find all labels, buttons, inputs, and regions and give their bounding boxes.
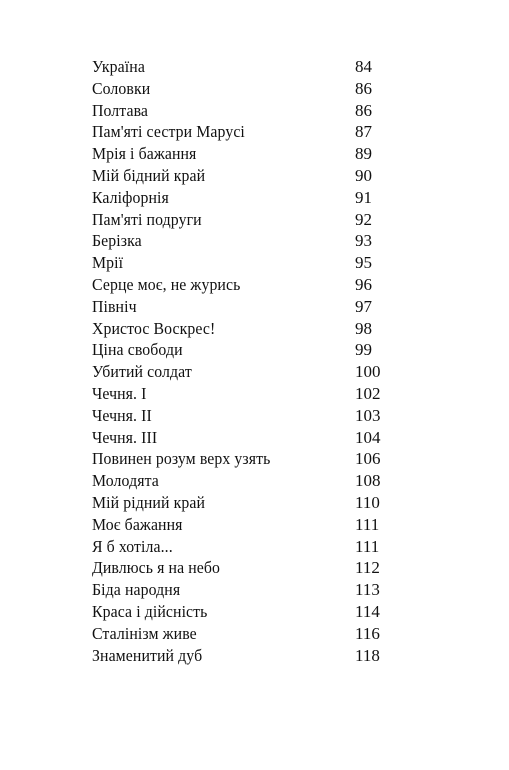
toc-entry xyxy=(92,274,392,296)
toc-entry-title: Убитий солдат xyxy=(92,362,192,382)
toc-entry-page-number: 84 xyxy=(355,57,372,76)
toc-entry-page-number: 108 xyxy=(355,471,381,491)
toc-entry-page-number: 97 xyxy=(355,296,372,316)
toc-entry xyxy=(92,296,392,318)
toc-entry xyxy=(92,623,392,645)
toc-entry-page-number: 89 xyxy=(355,144,372,164)
toc-entry-title: Серце моє, не журись xyxy=(92,274,241,294)
toc-entry xyxy=(92,209,392,231)
toc-entry-title: Христос Воскрес! xyxy=(92,318,216,338)
toc-entry-title: Знаменитий дуб xyxy=(92,645,203,665)
toc-entry-page-number: 118 xyxy=(355,645,380,665)
toc-entry xyxy=(92,448,392,470)
toc-entry-page-number: 116 xyxy=(355,623,380,643)
toc-entry-page-number: 112 xyxy=(355,558,380,578)
toc-entry-page-number: 100 xyxy=(355,362,381,382)
toc-entry-page-number: 103 xyxy=(355,405,381,425)
toc-entry-page-number: 99 xyxy=(355,340,372,360)
toc-entry xyxy=(92,361,392,383)
toc-entry-page-number: 111 xyxy=(355,514,380,534)
toc-entry-title: Біда народня xyxy=(92,580,181,600)
toc-entry-title: Молодята xyxy=(92,471,159,491)
toc-entry-title: Україна xyxy=(92,57,145,76)
toc-entry xyxy=(92,405,392,427)
toc-entry-page-number: 98 xyxy=(355,318,372,338)
toc-entry-page-number: 110 xyxy=(355,492,380,512)
toc-entry xyxy=(92,514,392,536)
toc-entry xyxy=(92,187,392,209)
toc-entry-title: Каліфорнія xyxy=(92,187,169,207)
toc-entry xyxy=(92,143,392,165)
toc-entry-page-number: 111 xyxy=(355,536,380,556)
toc-entry-page-number: 96 xyxy=(355,274,372,294)
toc-entry-title: Краса і дійсність xyxy=(92,601,208,621)
table-of-contents xyxy=(92,56,392,666)
toc-entry-title: Берізка xyxy=(92,231,142,251)
toc-entry xyxy=(92,383,392,405)
toc-entry-title: Моє бажання xyxy=(92,514,183,534)
toc-entry-title: Пам'яті сестри Марусі xyxy=(92,122,245,142)
toc-entry-title: Сталінізм живе xyxy=(92,623,197,643)
toc-entry-page-number: 90 xyxy=(355,165,372,185)
toc-entry-title: Мій бідний край xyxy=(92,165,206,185)
toc-entry-page-number: 93 xyxy=(355,231,372,251)
toc-entry-title: Північ xyxy=(92,296,137,316)
toc-entry-title: Повинен розум верх узять xyxy=(92,449,271,469)
toc-entry-page-number: 87 xyxy=(355,122,372,142)
toc-entry-title: Я б хотіла... xyxy=(92,536,173,556)
toc-entry-page-number: 91 xyxy=(355,187,372,207)
toc-entry xyxy=(92,492,392,514)
toc-entry-page-number: 114 xyxy=(355,601,380,621)
toc-entry xyxy=(92,579,392,601)
toc-entry-page-number: 92 xyxy=(355,209,372,229)
toc-entry-title: Чечня. II xyxy=(92,405,152,425)
toc-entry-title: Чечня. III xyxy=(92,427,158,447)
toc-entry xyxy=(92,427,392,449)
toc-entry-title: Ціна свободи xyxy=(92,340,183,360)
toc-entry-page-number: 95 xyxy=(355,253,372,273)
toc-entry-page-number: 106 xyxy=(355,449,381,469)
toc-entry xyxy=(92,56,392,78)
toc-entry-page-number: 86 xyxy=(355,100,372,120)
toc-entry-title: Мій рідний край xyxy=(92,492,206,512)
toc-entry xyxy=(92,100,392,122)
toc-entry-title: Мрія і бажання xyxy=(92,144,197,164)
toc-entry xyxy=(92,121,392,143)
toc-entry xyxy=(92,230,392,252)
toc-entry xyxy=(92,645,392,667)
toc-entry xyxy=(92,318,392,340)
toc-entry-page-number: 104 xyxy=(355,427,381,447)
toc-entry xyxy=(92,470,392,492)
toc-entry-title: Соловки xyxy=(92,78,151,98)
toc-entry-title: Чечня. I xyxy=(92,383,147,403)
toc-entry xyxy=(92,78,392,100)
toc-entry-title: Пам'яті подруги xyxy=(92,209,202,229)
toc-entry-title: Полтава xyxy=(92,100,149,120)
toc-entry xyxy=(92,601,392,623)
toc-entry xyxy=(92,557,392,579)
toc-entry-title: Мрії xyxy=(92,253,124,273)
toc-entry xyxy=(92,252,392,274)
toc-entry-page-number: 86 xyxy=(355,78,372,98)
toc-entry xyxy=(92,339,392,361)
toc-entry-title: Дивлюсь я на небо xyxy=(92,558,221,578)
toc-entry-page-number: 102 xyxy=(355,383,381,403)
toc-entry xyxy=(92,165,392,187)
toc-entry-page-number: 113 xyxy=(355,580,380,600)
toc-entry xyxy=(92,536,392,558)
